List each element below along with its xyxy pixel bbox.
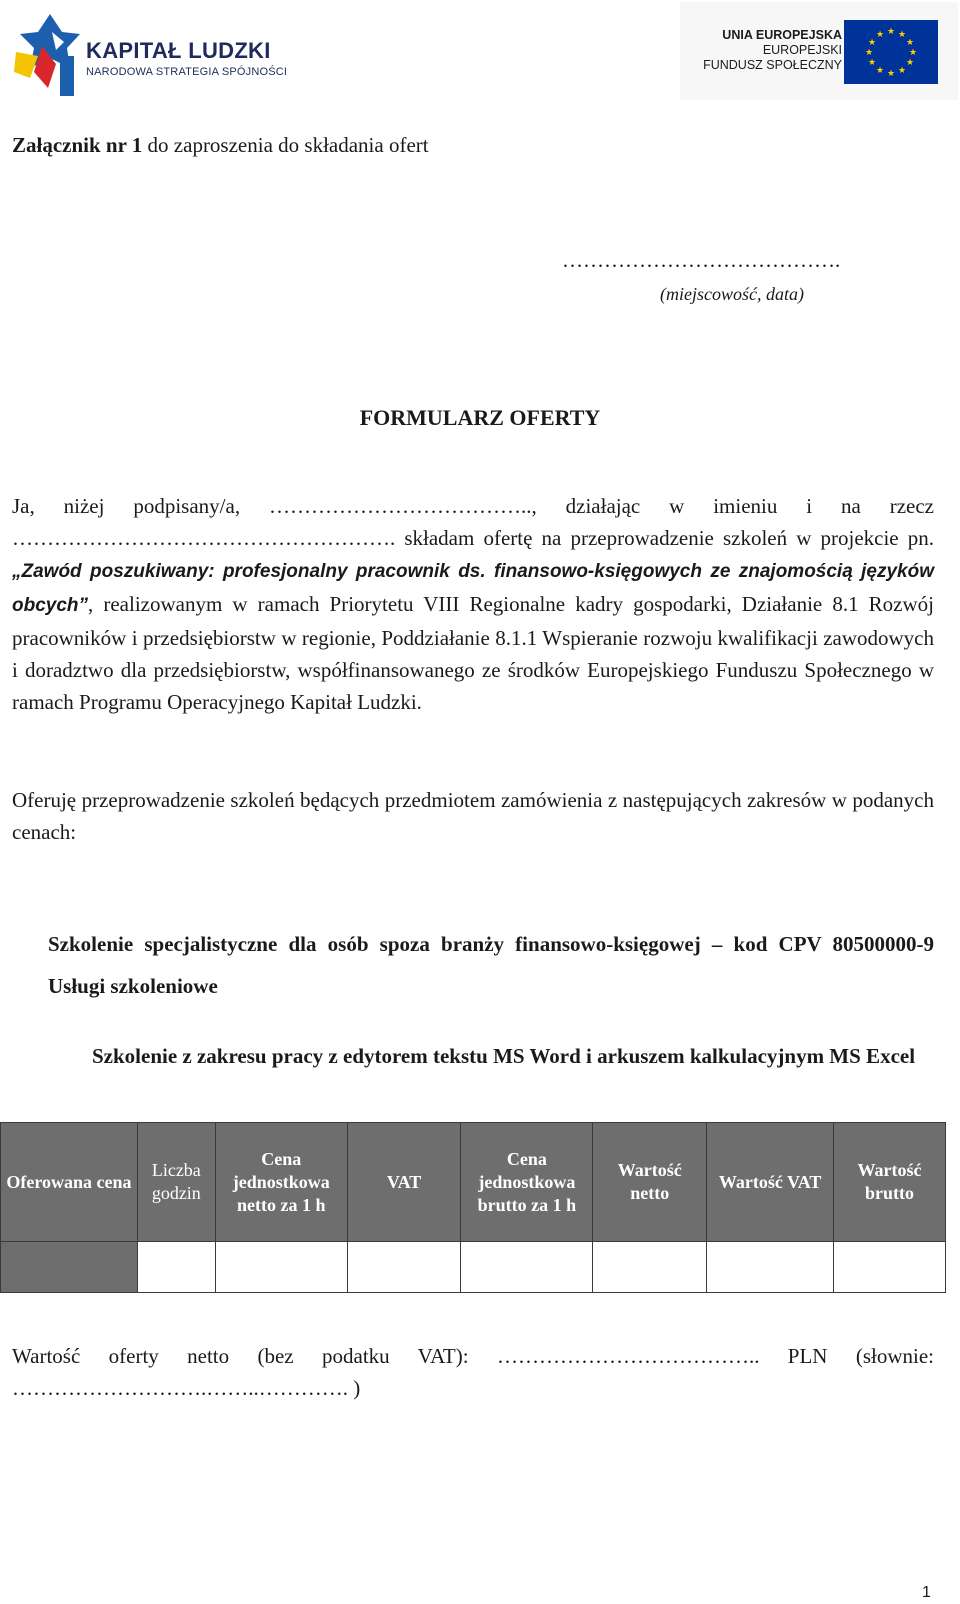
offer-total: Wartość oferty netto (bez podatku VAT): ……………………………….. PLN (słownie: ……………………….……..…………. ) (12, 1344, 934, 1400)
cell-hours[interactable] (137, 1242, 215, 1293)
svg-text:★: ★ (905, 38, 915, 48)
table-header-row (1, 1123, 946, 1242)
eu-line-2: EUROPEJSKI (762, 43, 842, 57)
cell-unit-net[interactable] (215, 1242, 347, 1293)
eu-line-3: FUNDUSZ SPOŁECZNY (703, 58, 842, 72)
svg-text:★: ★ (864, 48, 874, 58)
header-hours: Liczba godzin (137, 1123, 215, 1242)
table-row (1, 1242, 946, 1293)
svg-text:★: ★ (908, 48, 918, 58)
declaration-rest: , realizowanym w ramach Priorytetu VIII Regionalne kadry gospodarki, Działanie 8.1 Rozwój pracowników i przedsiębiorstw w regionie, Poddziałanie 8.1.1 Wspieranie rozwoju kwalifikacji zawodowych i doradztwo dla przedsiębiorstw, współfinansowanego ze środków Europejskiego Funduszu Społecznego w ramach Programu Operacyjnego Kapitał Ludzki. (12, 592, 934, 714)
page-number: 1 (922, 1584, 931, 1601)
cell-vat[interactable] (347, 1242, 461, 1293)
header-offered-price: Oferowana cena (1, 1123, 138, 1242)
svg-text:★: ★ (875, 66, 885, 76)
svg-text:★: ★ (886, 27, 896, 37)
eu-flag-icon (844, 20, 938, 84)
svg-text:★: ★ (905, 58, 915, 68)
svg-text:★: ★ (886, 69, 896, 79)
eu-line-1: UNIA EUROPEJSKA (722, 28, 842, 42)
header-value-net: Wartość netto (593, 1123, 707, 1242)
attachment-rest: do zaproszenia do składania ofert (142, 133, 429, 157)
header-unit-gross: Cena jednostkowa brutto za 1 h (461, 1123, 593, 1242)
eu-text (703, 28, 842, 73)
cell-value-gross[interactable] (834, 1242, 946, 1293)
form-title: FORMULARZ OFERTY (359, 405, 601, 430)
svg-text:★: ★ (897, 66, 907, 76)
svg-text:★: ★ (875, 30, 885, 40)
svg-text:★: ★ (867, 58, 877, 68)
offer-paragraph: Oferuję przeprowadzenie szkoleń będących przedmiotem zamówienia z następujących zakresów w podanych cenach: (12, 788, 934, 844)
header-logos (0, 0, 960, 110)
kapital-ludzki-star-logo (12, 12, 82, 98)
svg-text:★: ★ (897, 30, 907, 40)
date-placeholder: …………………………………. (562, 248, 841, 272)
kl-subtitle: NARODOWA STRATEGIA SPÓJNOŚCI (86, 66, 288, 78)
subsection-title: Szkolenie z zakresu pracy z edytorem tekstu MS Word i arkuszem kalkulacyjnym MS Excel (92, 1044, 916, 1068)
price-table (0, 1122, 946, 1293)
attachment-bold: Załącznik nr 1 (12, 133, 143, 157)
cell-value-vat[interactable] (707, 1242, 834, 1293)
declaration-intro: Ja, niżej podpisany/a, ……………………………….., działając w imieniu i na rzecz ………………………………………………. składam ofertę na przeprowadzenie szkoleń w projekcie pn. (12, 494, 934, 550)
kl-title: KAPITAŁ LUDZKI (86, 38, 271, 63)
cell-unit-gross[interactable] (461, 1242, 593, 1293)
svg-text:★: ★ (867, 38, 877, 48)
section-title: Szkolenie specjalistyczne dla osób spoza branży finansowo-księgowej – kod CPV 80500000-9 Usługi szkoleniowe (48, 932, 934, 998)
header-value-gross: Wartość brutto (834, 1123, 946, 1242)
header-unit-net: Cena jednostkowa netto za 1 h (215, 1123, 347, 1242)
cell-offered-price (1, 1242, 138, 1293)
header-value-vat: Wartość VAT (707, 1123, 834, 1242)
declaration-paragraph (12, 490, 934, 718)
cell-value-net[interactable] (593, 1242, 707, 1293)
header-vat: VAT (347, 1123, 461, 1242)
project-name: „Zawód poszukiwany: profesjonalny pracownik ds. finansowo-księgowych ze znajomością języków obcych” (12, 561, 934, 616)
date-label: (miejscowość, data) (660, 284, 804, 304)
attachment-heading (12, 133, 429, 158)
